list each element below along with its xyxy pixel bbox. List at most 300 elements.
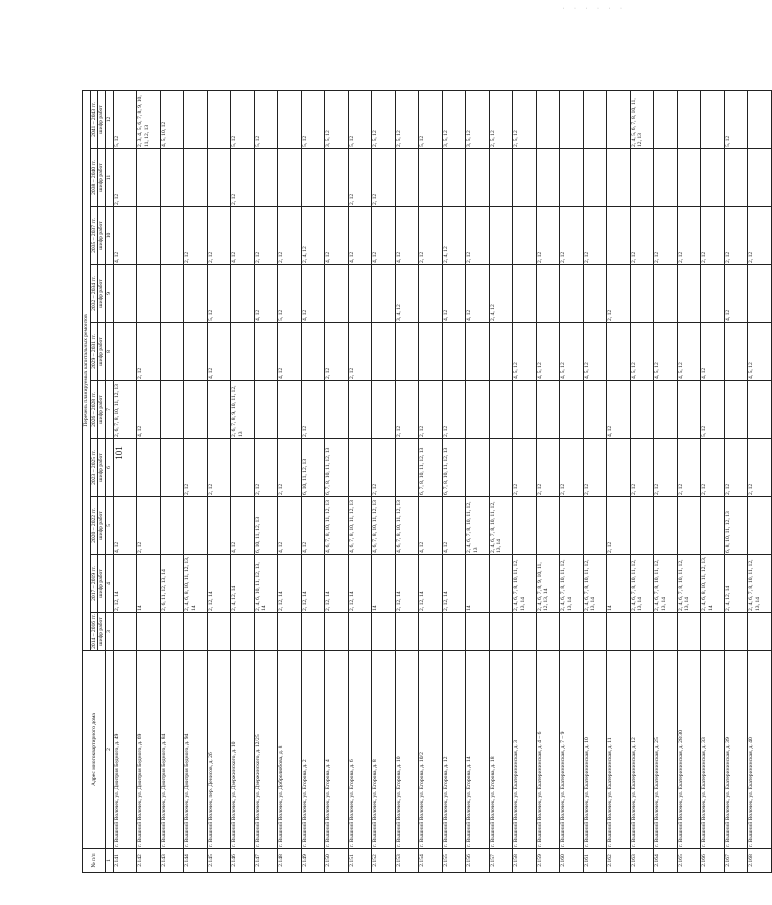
work-code-cell <box>325 613 349 651</box>
work-code-cell <box>419 265 443 323</box>
work-code-cell <box>372 381 396 439</box>
header-work-code: шифр работ <box>98 207 106 265</box>
work-code-cell: 2, 12 <box>607 265 631 323</box>
work-code-cell: 4, 12 <box>395 207 419 265</box>
work-code-cell: 5, 12 <box>419 90 443 148</box>
row-address: г. Вышний Волочек, ул. Егорова, д. 2 <box>301 651 325 849</box>
work-code-cell: 2, 12 <box>254 439 278 497</box>
work-code-cell: 2, 6, 7, 8, 10, 11, 12, 13 <box>113 381 137 439</box>
work-code-cell: 2, 12, 14 <box>207 555 231 613</box>
work-code-cell: 2, 12 <box>677 439 701 497</box>
work-code-cell <box>677 149 701 207</box>
work-code-cell: 4, 12 <box>137 381 161 439</box>
work-code-cell: 2, 12 <box>137 323 161 381</box>
work-code-cell <box>466 439 490 497</box>
work-code-cell <box>677 381 701 439</box>
work-code-cell <box>184 149 208 207</box>
work-code-cell <box>348 265 372 323</box>
work-code-cell: 2, 4, 6, 7, 8, 10, 11, 12, 13, 14 <box>677 555 701 613</box>
work-code-cell: 2, 12 <box>724 439 748 497</box>
work-code-cell <box>560 497 584 555</box>
work-code-cell: 4, 12 <box>442 265 466 323</box>
table-row <box>419 90 443 872</box>
work-code-cell <box>395 149 419 207</box>
row-address: г. Вышний Волочек, ул. Екатерининская, д. 33 <box>701 651 725 849</box>
work-code-cell: 4, 12 <box>231 207 255 265</box>
work-code-cell: 2, 12 <box>372 149 396 207</box>
work-code-cell <box>536 497 560 555</box>
table-row <box>372 90 396 872</box>
work-code-cell <box>113 613 137 651</box>
work-code-cell <box>419 613 443 651</box>
table-row <box>348 90 372 872</box>
work-code-cell: 4, 12 <box>278 323 302 381</box>
work-code-cell <box>489 613 513 651</box>
work-code-cell <box>489 555 513 613</box>
work-code-cell <box>560 381 584 439</box>
work-code-cell: 5, 12 <box>701 381 725 439</box>
work-code-cell: 4, 5, 12 <box>513 323 537 381</box>
work-code-cell: 2, 12, 14 <box>301 555 325 613</box>
work-code-cell <box>419 323 443 381</box>
row-address: г. Вышний Волочек, ул. Дмитрия Бедного, д. 84 <box>160 651 184 849</box>
row-address: г. Вышний Волочек, ул. Екатерининская, д. 3 <box>513 651 537 849</box>
header-work-code: шифр работ <box>98 497 106 555</box>
row-number: 2.168 <box>748 849 772 873</box>
work-code-cell: 2, 12 <box>278 439 302 497</box>
work-code-cell: 5, 12 <box>231 90 255 148</box>
work-code-cell: 2, 12 <box>137 497 161 555</box>
work-code-cell: 2, 12 <box>348 149 372 207</box>
work-code-cell <box>701 149 725 207</box>
work-code-cell <box>184 323 208 381</box>
row-address: г. Вышний Волочек, ул. Добролюбова, д. 8 <box>278 651 302 849</box>
work-code-cell: 4, 12 <box>254 265 278 323</box>
work-code-cell: 2, 12, 14 <box>442 555 466 613</box>
work-code-cell <box>372 265 396 323</box>
work-code-cell: 4, 12 <box>207 323 231 381</box>
table-row <box>160 90 184 872</box>
row-address: г. Вышний Волочек, ул. Екатерининская, д. 39 <box>724 651 748 849</box>
header-work-code: шифр работ <box>98 323 106 381</box>
work-code-cell <box>583 265 607 323</box>
column-index: 9 <box>105 265 113 323</box>
header-index-row <box>105 90 113 872</box>
row-address: г. Вышний Волочек, ул. Дмитрия Бедного, д. 69 <box>137 651 161 849</box>
work-code-cell: 6, 7, 8, 10, 11, 12, 13 <box>325 439 349 497</box>
work-code-cell: 3, 5, 12 <box>325 90 349 148</box>
work-code-cell <box>184 381 208 439</box>
work-code-cell: 4, 5, 10, 12 <box>160 90 184 148</box>
row-number: 2.157 <box>489 849 513 873</box>
row-address: г. Вышний Волочек, ул. Егорова, д. 12 <box>442 651 466 849</box>
work-code-cell <box>513 265 537 323</box>
work-code-cell: 2, 12 <box>583 439 607 497</box>
work-code-cell: 3, 5, 12 <box>442 90 466 148</box>
work-code-cell <box>184 497 208 555</box>
work-code-cell: 5, 12 <box>724 90 748 148</box>
work-code-cell: 4, 12 <box>419 497 443 555</box>
table-row <box>395 90 419 872</box>
work-code-cell: 2, 12 <box>207 439 231 497</box>
work-code-cell <box>489 149 513 207</box>
work-code-cell: 2, 12 <box>513 439 537 497</box>
work-code-cell: 2, 12 <box>748 439 772 497</box>
work-code-cell <box>254 323 278 381</box>
work-code-cell: 3, 4, 12 <box>395 265 419 323</box>
work-code-cell <box>278 381 302 439</box>
work-code-cell: 4, 6, 7, 8, 10, 11, 12, 13 <box>395 497 419 555</box>
work-code-cell: 2, 12, 14 <box>325 555 349 613</box>
work-code-cell <box>677 613 701 651</box>
header-period: 2035 – 2037 гг. <box>90 207 98 265</box>
work-code-cell <box>748 497 772 555</box>
work-code-cell <box>748 265 772 323</box>
work-code-cell: 4, 5, 12 <box>677 323 701 381</box>
work-code-cell: 4, 12 <box>301 265 325 323</box>
work-code-cell: 4, 12 <box>348 207 372 265</box>
work-code-cell <box>231 439 255 497</box>
work-code-cell: 4, 12 <box>372 207 396 265</box>
work-code-cell <box>536 381 560 439</box>
column-index: 7 <box>105 381 113 439</box>
work-code-cell: 2, 4, 12, 14 <box>231 555 255 613</box>
work-code-cell: 4, 6, 7, 8, 10, 11, 12, 13 <box>325 497 349 555</box>
work-code-cell: 4, 12 <box>701 323 725 381</box>
table-row <box>536 90 560 872</box>
row-number: 2.159 <box>536 849 560 873</box>
header-period: 2029 – 2031 гг. <box>90 323 98 381</box>
table-row <box>583 90 607 872</box>
work-code-cell <box>630 149 654 207</box>
work-code-cell: 14 <box>137 555 161 613</box>
work-code-cell <box>137 265 161 323</box>
work-code-cell: 2, 12 <box>231 149 255 207</box>
work-code-cell <box>254 149 278 207</box>
header-period: 2041 – 2043 гг. <box>90 90 98 148</box>
work-code-cell <box>536 265 560 323</box>
table-row <box>231 90 255 872</box>
column-index: 3 <box>105 613 113 651</box>
work-code-cell <box>325 265 349 323</box>
work-code-cell: 2, 12, 14 <box>348 555 372 613</box>
row-address: г. Вышний Волочек, ул. Егорова, д. 18 <box>489 651 513 849</box>
work-code-cell <box>207 497 231 555</box>
work-code-cell: 2, 5, 12 <box>395 90 419 148</box>
table-row <box>113 90 137 872</box>
work-code-cell <box>207 149 231 207</box>
work-code-cell <box>278 90 302 148</box>
work-code-cell <box>654 149 678 207</box>
row-number: 2.147 <box>254 849 278 873</box>
work-code-cell: 4, 12 <box>301 497 325 555</box>
row-address: г. Вышний Волочек, ул. Екатерининская, д. 25 <box>654 651 678 849</box>
work-code-cell: 14 <box>372 555 396 613</box>
work-code-cell: 2, 12 <box>184 207 208 265</box>
work-code-cell: 3, 5, 12 <box>466 90 490 148</box>
work-code-cell <box>160 613 184 651</box>
work-code-cell <box>701 613 725 651</box>
rotated-table-container <box>82 93 761 873</box>
work-code-cell <box>160 265 184 323</box>
work-code-cell <box>301 149 325 207</box>
table-row <box>677 90 701 872</box>
work-code-cell <box>583 613 607 651</box>
row-number: 2.152 <box>372 849 396 873</box>
work-code-cell: 2, 4, 6, 7, 8, 10, 11, 12, 13, 14 <box>513 555 537 613</box>
row-address: г. Вышний Волочек, ул. Дзержинского, д. 10 <box>231 651 255 849</box>
page-number: 101 <box>113 446 124 460</box>
work-code-cell <box>630 497 654 555</box>
work-code-cell: 2, 12 <box>748 207 772 265</box>
column-index: 4 <box>105 555 113 613</box>
work-code-cell <box>701 497 725 555</box>
row-number: 2.151 <box>348 849 372 873</box>
work-code-cell <box>724 381 748 439</box>
row-address: г. Вышний Волочек, ул. Егорова, д. 10/2 <box>419 651 443 849</box>
row-number: 2.141 <box>113 849 137 873</box>
header-work-code: шифр работ <box>98 613 106 651</box>
row-address: г. Вышний Волочек, ул. Екатерининская, д. 10 <box>583 651 607 849</box>
work-code-cell: 5, 12 <box>278 265 302 323</box>
work-code-cell: 2, 12 <box>654 207 678 265</box>
work-code-cell: 2, 12 <box>724 207 748 265</box>
work-code-cell: 2, 12 <box>607 497 631 555</box>
header-period: 2023 – 2025 гг. <box>90 439 98 497</box>
header-period: 2032 – 2034 гг. <box>90 265 98 323</box>
work-code-cell: 2, 12 <box>466 207 490 265</box>
work-code-cell <box>654 265 678 323</box>
work-code-cell: 2, 4, 12, 14 <box>724 555 748 613</box>
work-code-cell <box>113 323 137 381</box>
work-code-cell: 2, 12 <box>583 207 607 265</box>
table-row <box>184 90 208 872</box>
header-work-code: шифр работ <box>98 265 106 323</box>
work-code-cell <box>748 613 772 651</box>
table-row <box>325 90 349 872</box>
row-address: г. Вышний Волочек, ул. Екатерининская, д. 4 – 6 <box>536 651 560 849</box>
work-code-cell <box>207 381 231 439</box>
work-code-cell <box>113 265 137 323</box>
work-code-cell <box>207 613 231 651</box>
work-code-cell: 4, 12 <box>466 265 490 323</box>
work-code-cell: 2, 5, 12 <box>489 90 513 148</box>
work-code-cell <box>607 90 631 148</box>
work-code-cell: 2, 12 <box>560 439 584 497</box>
work-code-cell: 2, 12, 14 <box>419 555 443 613</box>
work-code-cell <box>536 613 560 651</box>
work-code-cell <box>372 323 396 381</box>
work-code-cell <box>442 613 466 651</box>
column-index: 12 <box>105 90 113 148</box>
work-code-cell: 2, 12 <box>536 439 560 497</box>
table-row <box>278 90 302 872</box>
work-code-cell: 2, 12 <box>113 149 137 207</box>
row-number: 2.145 <box>207 849 231 873</box>
table-row <box>254 90 278 872</box>
work-code-cell <box>184 265 208 323</box>
work-code-cell: 4, 12 <box>278 497 302 555</box>
work-code-cell <box>630 381 654 439</box>
row-number: 2.148 <box>278 849 302 873</box>
work-code-cell: 2, 12 <box>184 439 208 497</box>
work-code-cell: 2, 6, 11, 12, 13, 14 <box>160 555 184 613</box>
work-code-cell <box>513 207 537 265</box>
work-code-cell: 2, 12 <box>372 439 396 497</box>
work-code-cell: 2, 12 <box>395 381 419 439</box>
work-code-cell <box>466 613 490 651</box>
work-code-cell: 4, 12 <box>607 381 631 439</box>
work-code-cell: 2, 12, 14 <box>113 555 137 613</box>
row-number: 2.155 <box>442 849 466 873</box>
table-row <box>560 90 584 872</box>
work-code-cell: 6, 7, 8, 10, 11, 12, 13 <box>442 439 466 497</box>
work-code-cell <box>395 323 419 381</box>
work-code-cell: 5, 12 <box>207 265 231 323</box>
work-code-cell <box>137 207 161 265</box>
work-code-cell <box>513 149 537 207</box>
table-row <box>466 90 490 872</box>
work-code-cell: 6, 10, 11, 12, 13 <box>254 497 278 555</box>
row-number: 2.160 <box>560 849 584 873</box>
work-code-cell <box>184 90 208 148</box>
row-number: 2.154 <box>419 849 443 873</box>
work-code-cell <box>654 90 678 148</box>
work-code-cell: 2, 5, 12 <box>513 90 537 148</box>
header-period: 2026 – 2028 гг. <box>90 381 98 439</box>
work-code-cell <box>325 149 349 207</box>
table-body <box>113 90 771 872</box>
work-code-cell: 2, 12 <box>325 323 349 381</box>
work-code-cell <box>513 381 537 439</box>
work-code-cell <box>677 497 701 555</box>
row-number: 2.162 <box>607 849 631 873</box>
work-code-cell: 2, 4, 6, 10, 11, 12, 13, 14 <box>254 555 278 613</box>
work-code-cell <box>160 497 184 555</box>
work-code-cell: 4, 5, 12 <box>630 323 654 381</box>
header-work-code: шифр работ <box>98 149 106 207</box>
work-code-cell <box>301 613 325 651</box>
row-number: 2.156 <box>466 849 490 873</box>
work-code-cell: 2, 12 <box>560 207 584 265</box>
work-code-cell <box>137 149 161 207</box>
work-code-cell: 2, 12 <box>207 207 231 265</box>
row-address: г. Вышний Волочек, ул. Егорова, д. 6 <box>348 651 372 849</box>
row-address: г. Вышний Волочек, ул. Екатерининская, д. 12 <box>630 651 654 849</box>
work-code-cell <box>325 381 349 439</box>
work-code-cell: 2, 4, 6, 7, 8, 10, 11, 12, 13, 14 <box>489 497 513 555</box>
work-code-cell: 4, 12 <box>442 497 466 555</box>
work-code-cell: 2, 4, 12 <box>301 207 325 265</box>
work-code-cell: 2, 12 <box>301 381 325 439</box>
work-code-cell: 2, 4, 6, 8, 10, 11, 12, 13, 14 <box>701 555 725 613</box>
table-row <box>207 90 231 872</box>
work-code-cell <box>231 613 255 651</box>
row-number: 2.149 <box>301 849 325 873</box>
header-period: 2017 – 2019 гг. <box>90 555 98 613</box>
work-code-cell <box>748 149 772 207</box>
work-code-cell <box>137 613 161 651</box>
work-code-cell: 2, 12 <box>419 381 443 439</box>
work-code-cell: 4, 12 <box>113 207 137 265</box>
work-code-cell <box>489 439 513 497</box>
work-code-cell <box>607 613 631 651</box>
work-code-cell <box>466 381 490 439</box>
work-code-cell <box>560 90 584 148</box>
row-number: 2.167 <box>724 849 748 873</box>
table-row <box>748 90 772 872</box>
work-code-cell: 2, 12 <box>677 207 701 265</box>
table-row <box>654 90 678 872</box>
header-period: 2038 – 2040 гг. <box>90 149 98 207</box>
work-code-cell <box>160 323 184 381</box>
row-address: г. Вышний Волочек, ул. Егорова, д. 14 <box>466 651 490 849</box>
work-code-cell <box>560 265 584 323</box>
row-number: 2.153 <box>395 849 419 873</box>
work-code-cell: 2, 12 <box>348 323 372 381</box>
work-code-cell <box>677 265 701 323</box>
work-code-cell <box>654 497 678 555</box>
work-code-cell <box>254 613 278 651</box>
work-code-cell <box>560 149 584 207</box>
table-row <box>137 90 161 872</box>
work-code-cell <box>724 149 748 207</box>
table-row <box>607 90 631 872</box>
work-code-cell: 4, 12 <box>113 497 137 555</box>
column-index: 11 <box>105 149 113 207</box>
work-code-cell: 2, 12 <box>701 439 725 497</box>
work-code-cell <box>607 149 631 207</box>
row-number: 2.142 <box>137 849 161 873</box>
repair-schedule-table <box>82 90 772 873</box>
work-code-cell: 2, 4, 6, 7, 8, 10, 11, 12, 13 <box>466 497 490 555</box>
row-number: 2.163 <box>630 849 654 873</box>
row-address: г. Вышний Волочек, ул. Екатерининская, д. 11 <box>607 651 631 849</box>
table-row <box>724 90 748 872</box>
header-work-code: шифр работ <box>98 439 106 497</box>
work-code-cell <box>536 90 560 148</box>
column-index: 6 <box>105 439 113 497</box>
work-code-cell: 2, 4, 6, 7, 8, 10, 11, 12, 13, 14 <box>748 555 772 613</box>
work-code-cell <box>583 90 607 148</box>
work-code-cell <box>560 613 584 651</box>
work-code-cell <box>748 381 772 439</box>
work-code-cell <box>701 90 725 148</box>
work-code-cell: 2, 12, 14 <box>278 555 302 613</box>
work-code-cell: 4, 12 <box>724 265 748 323</box>
work-code-cell: 2, 4, 5, 6, 7, 8, 10, 11, 12, 13 <box>630 90 654 148</box>
header-period: 2014 – 2016 гг. <box>90 614 97 649</box>
work-code-cell: 2, 4, 6, 7, 8, 10, 11, 12, 13, 14 <box>630 555 654 613</box>
row-number: 2.146 <box>231 849 255 873</box>
row-number: 2.166 <box>701 849 725 873</box>
work-code-cell <box>395 439 419 497</box>
work-code-cell <box>513 613 537 651</box>
work-code-cell: 4, 6, 7, 8, 10, 11, 12, 13 <box>348 497 372 555</box>
work-code-cell: 2, 4, 6, 7, 8, 10, 11, 12, 13, 14 <box>560 555 584 613</box>
header-num: № п/п <box>83 849 106 873</box>
work-code-cell <box>113 439 137 497</box>
work-code-cell: 2, 12 <box>630 439 654 497</box>
work-code-cell <box>348 381 372 439</box>
work-code-cell: 2, 4, 6, 7, 8, 10, 11, 12, 13, 14 <box>654 555 678 613</box>
work-code-cell: 5, 12 <box>113 90 137 148</box>
work-code-cell: 2, 12 <box>419 207 443 265</box>
work-code-cell <box>677 90 701 148</box>
work-code-cell <box>724 613 748 651</box>
work-code-cell <box>724 323 748 381</box>
work-code-cell: 2, 12 <box>278 207 302 265</box>
